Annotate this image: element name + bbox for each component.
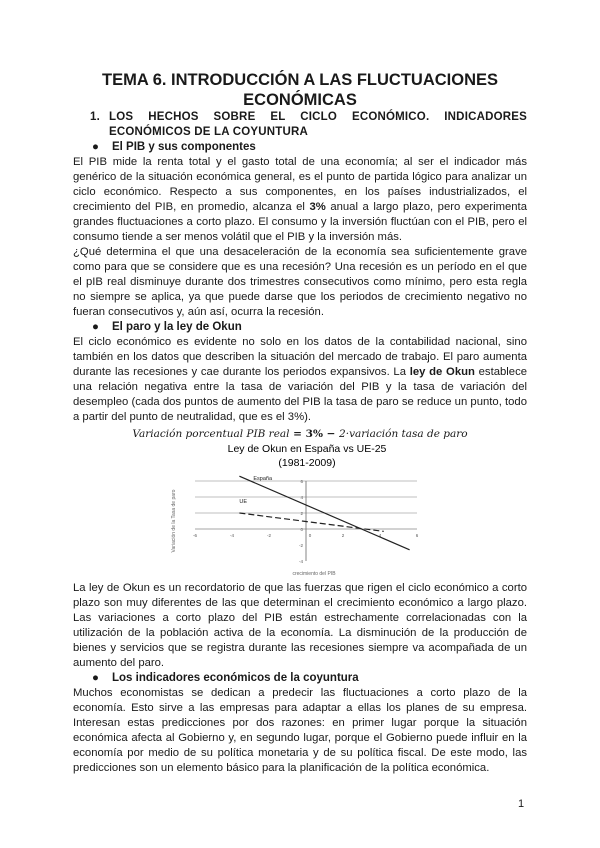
- x-tick-label: -4: [229, 533, 235, 538]
- y-tick-label: 0: [300, 527, 303, 532]
- bold-text: 3%: [309, 201, 326, 213]
- text: anual a largo plazo, pero experimenta grandes fluctuaciones a corto plazo. El consumo y la inversión fluctúan con el PIB, pero el consumo tiende a ser menos volátil que el PIB y la inversión más.: [73, 201, 527, 243]
- bullet-icon: ●: [92, 672, 99, 684]
- y-tick-label: -2: [298, 543, 303, 548]
- bullet-icon: ●: [92, 321, 99, 333]
- document-body: [73, 70, 527, 776]
- series-label: UE: [239, 499, 248, 505]
- bullet-icon: ●: [92, 141, 99, 153]
- formula-left: Variación porcentual PIB real: [132, 428, 290, 440]
- bullet-text: El PIB y sus componentes: [112, 141, 256, 153]
- bullet-text: El paro y la ley de Okun: [112, 321, 242, 333]
- chart-subtitle: (1981-2009): [278, 457, 336, 469]
- paragraph: ¿Qué determina el que una desaceleración de la economía sea suficientemente grave como para que se considere que es una recesión? Una recesión es un período en el que el pIB real disminuye durante dos trimestres consecutivos como mínimo, pero esta regla no siempre se aplica, ya que puede darse que los periodos de crecimiento negativo no fueran consecutivos y, aún así, ocurra la recesión.: [73, 246, 527, 318]
- bullet-heading: [92, 671, 527, 686]
- text: El PIB mide la renta total y el gasto total de una economía; al ser el indicador más genérico de la situación económica general, es el punto de partida lógico para analizar un ciclo económico. Respecto a sus componentes, en los países industrializados, el crecimiento del PIB, en promedio, alcanza el: [73, 156, 527, 213]
- x-tick-label: 6: [415, 533, 419, 538]
- bullet-heading: [92, 320, 527, 335]
- x-tick-label: 2: [341, 533, 345, 538]
- x-tick-label: -6: [192, 533, 198, 538]
- okun-chart: [165, 441, 425, 581]
- bullet-text: Los indicadores económicos de la coyuntura: [112, 672, 359, 684]
- series-label: España: [253, 476, 273, 483]
- formula-eq: = 3% −: [289, 428, 340, 440]
- title-line-1: TEMA 6. INTRODUCCIÓN A LAS FLUCTUACIONES: [102, 71, 498, 89]
- okun-formula: [73, 427, 527, 441]
- x-tick-label: 0: [308, 533, 312, 538]
- paragraph: [73, 155, 527, 245]
- y-axis-label: Variación de la Tasa de paro: [171, 489, 177, 553]
- y-tick-label: -4: [298, 559, 303, 564]
- bold-text: ley de Okun: [409, 366, 475, 378]
- paragraph: [73, 335, 527, 425]
- title-line-2: ECONÓMICAS: [243, 91, 357, 109]
- paragraph: La ley de Okun es un recordatorio de que las fuerzas que rigen el ciclo económico a corto plazo son muy diferentes de las que determinan el crecimiento económico a largo plazo. Las variaciones a corto plazo del PIB están estrechamente correlacionadas con la utilización de la población activa de la economía. La disminución de la producción de bienes y servicios que se registra durante las recesiones siempre va acompañada de un aumento del paro.: [73, 582, 527, 669]
- chart-title: Ley de Okun en España vs UE-25: [227, 443, 387, 455]
- section-text: LOS HECHOS SOBRE EL CICLO ECONÓMICO. INDICADORES ECONÓMICOS DE LA COYUNTURA: [109, 111, 527, 138]
- section-number: 1.: [90, 111, 100, 123]
- paragraph: Muchos economistas se dedican a predecir las fluctuaciones a corto plazo de la economía. Esto sirve a las empresas para adaptar a ellas los planes de su empresa. Interesan estas predicciones por dos razones: en primer lugar porque la situación económica afecta al Gobierno y, en segundo lugar, porque el Gobierno puede influir en la economía por medio de su política monetaria y de su política fiscal. De este modo, las predicciones son un elemento básico para la planificación de la política económica.: [73, 687, 527, 774]
- y-tick-label: 6: [300, 479, 303, 484]
- bullet-heading: [92, 140, 527, 155]
- x-tick-label: 4: [378, 533, 382, 538]
- text: El ciclo económico es evidente no solo en los datos de la contabilidad nacional, sino también en los datos que describen la situación del mercado de trabajo. El paro aumenta durante las recesiones y cae durante los periodos expansivos. La: [73, 336, 527, 378]
- y-tick-label: 2: [300, 511, 303, 516]
- formula-right: 2·variación tasa de paro: [339, 428, 468, 440]
- section-heading: [90, 110, 527, 140]
- text: establece una relación negativa entre la tasa de variación del PIB y la tasa de variación del desempleo (cada dos puntos de aumento del PIB la tasa de paro se reduce un punto, todo a partir del punto de neutralidad, que es el 3%).: [73, 366, 527, 423]
- x-axis-label: crecimiento del PIB: [292, 571, 336, 577]
- y-tick-label: 4: [300, 495, 303, 500]
- x-tick-label: -2: [266, 533, 272, 538]
- page-number: 1: [518, 798, 525, 810]
- document-title: [73, 70, 527, 110]
